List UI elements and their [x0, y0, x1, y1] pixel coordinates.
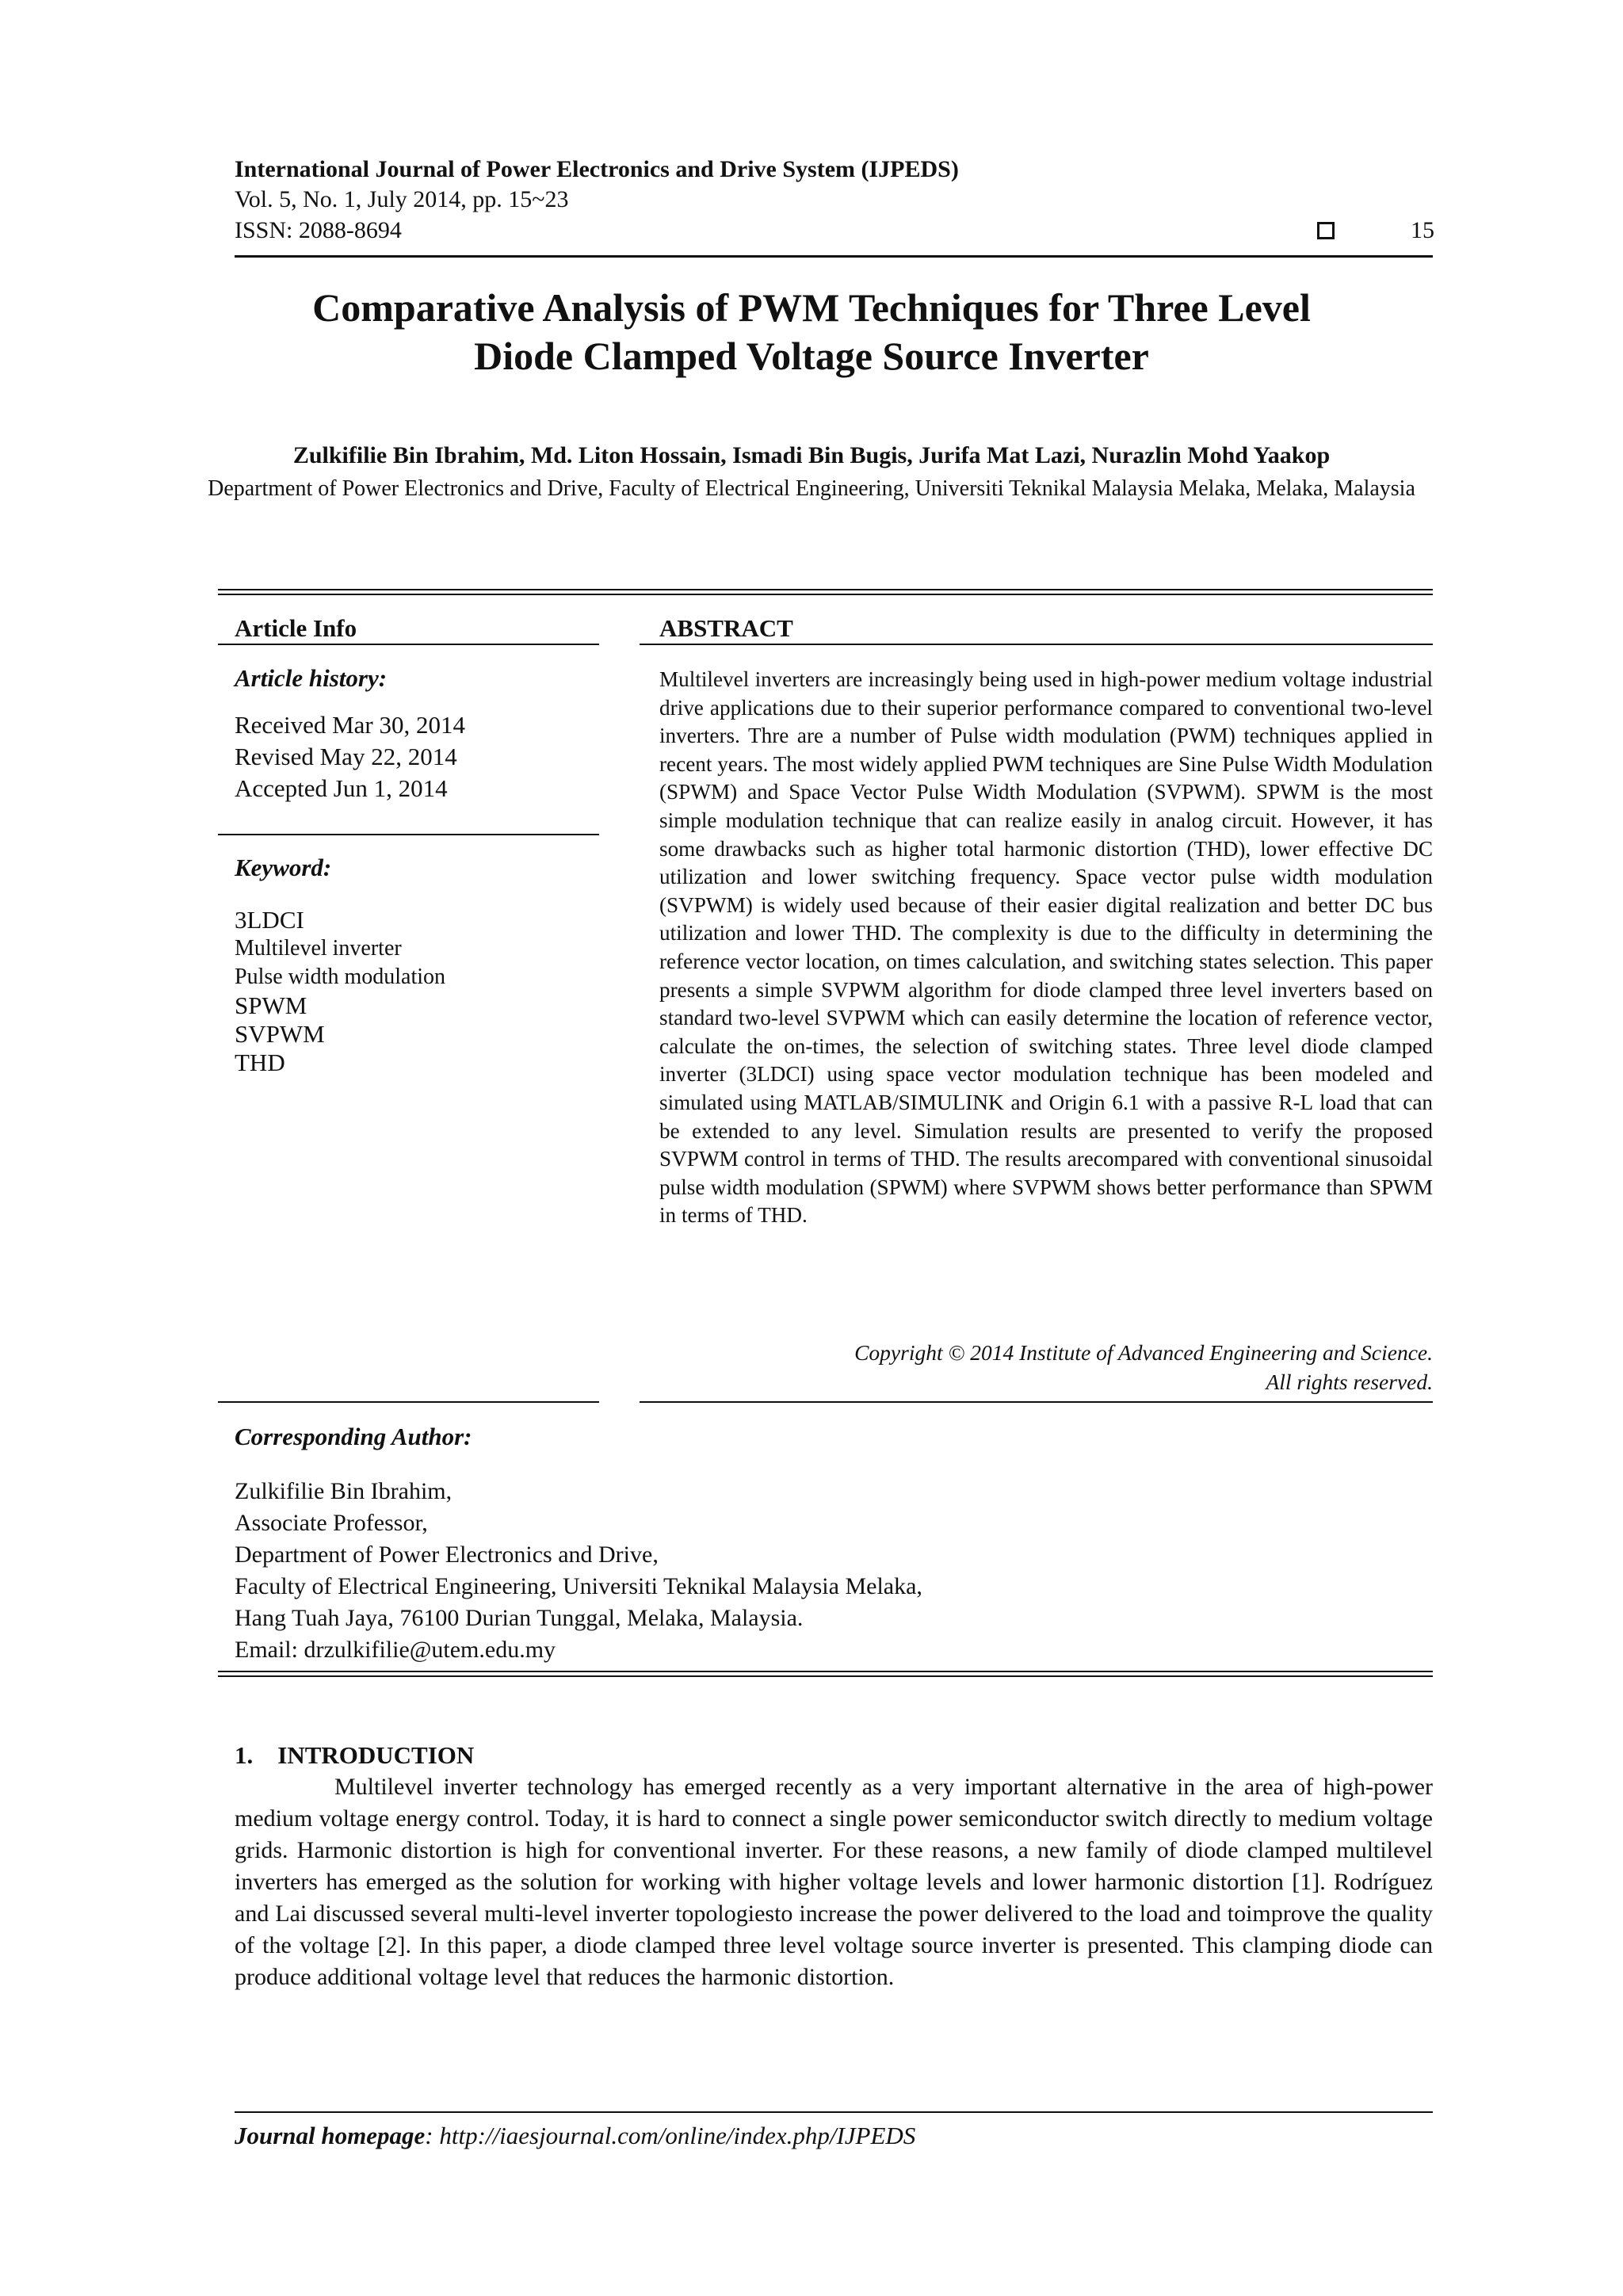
introduction-heading: 1. INTRODUCTION — [235, 1741, 475, 1769]
corresponding-line: Faculty of Electrical Engineering, Universiti Teknikal Malaysia Melaka, — [235, 1573, 922, 1599]
corresponding-email: Email: drzulkifilie@utem.edu.my — [235, 1637, 556, 1663]
corresponding-line: Department of Power Electronics and Drive, — [235, 1541, 659, 1568]
homepage-label: Journal homepage — [235, 2122, 426, 2149]
journal-homepage — [235, 2122, 915, 2150]
article-info-rule — [218, 644, 599, 645]
abstract-text: Multilevel inverters are increasingly being used in high-power medium voltage industrial drive applications due to their superior performance compared to conventional two-level inverters. Thre are a number of Pulse width modulation (PWM) techniques applied in recent years. The most widely applied PWM techniques are Sine Pulse Width Modulation (SPWM) and Space Vector Pulse Width Modulation (SVPWM). SPWM is the most simple modulation technique that can realize easily in analog circuit. However, it has some drawbacks such as higher total harmonic distortion (THD), lower effective DC utilization and lower switching frequency. Space vector pulse width modulation (SVPWM) is widely used because of their easier digital realization and better DC bus utilization and lower THD. The complexity is due to the difficulty in determining the reference vector location, on times calculation, and switching states selection. This paper presents a simple SVPWM algorithm for diode clamped three level inverters based on standard two-level SVPWM which can easily determine the location of reference vector, calculate the on-times, the selection of switching states. Three level diode clamped inverter (3LDCI) using space vector modulation technique has been modeled and simulated using MATLAB/SIMULINK and Origin 6.1 with a passive R-L load that can be extended to any level. Simulation results are presented to verify the proposed SVPWM control in terms of THD. The results arecompared with conventional sinusoidal pulse width modulation (SPWM) where SVPWM shows better performance than SPWM in terms of THD. — [659, 667, 1433, 1228]
corresponding-heading: Corresponding Author: — [235, 1423, 472, 1450]
info-column-bottom-rule — [218, 1401, 599, 1403]
keyword-item: 3LDCI — [235, 906, 304, 934]
copyright-notice — [659, 1338, 1433, 1396]
homepage-link[interactable]: : http://iaesjournal.com/online/index.php/IJPEDS — [425, 2122, 916, 2149]
footer-rule — [235, 2111, 1433, 2113]
accepted-date: Accepted Jun 1, 2014 — [235, 774, 448, 802]
issn: ISSN: 2088-8694 — [235, 217, 402, 243]
revised-date: Revised May 22, 2014 — [235, 743, 457, 770]
checkbox-icon — [1317, 222, 1335, 239]
page-number: 15 — [1411, 217, 1434, 243]
corresponding-line: Hang Tuah Jaya, 76100 Durian Tunggal, Melaka, Malaysia. — [235, 1605, 804, 1631]
keyword-item: THD — [235, 1049, 285, 1076]
keyword-item: Pulse width modulation — [235, 965, 445, 989]
received-date: Received Mar 30, 2014 — [235, 711, 465, 739]
corresponding-line: Zulkifilie Bin Ibrahim, — [235, 1478, 453, 1504]
article-info-heading: Article Info — [235, 614, 357, 642]
keyword-item: Multilevel inverter — [235, 936, 402, 961]
header-rule — [235, 255, 1433, 258]
history-rule — [218, 834, 599, 835]
paper-title — [198, 284, 1425, 380]
volume-info: Vol. 5, No. 1, July 2014, pp. 15~23 — [235, 186, 569, 212]
copyright-line-2: All rights reserved. — [1266, 1370, 1433, 1394]
title-line-2: Diode Clamped Voltage Source Inverter — [474, 334, 1149, 378]
author-list: Zulkifilie Bin Ibrahim, Md. Liton Hossain, Ismadi Bin Bugis, Jurifa Mat Lazi, Nurazlin Mohd Yaakop — [292, 442, 1331, 468]
title-line-1: Comparative Analysis of PWM Techniques for Three Level — [312, 285, 1311, 330]
article-history — [235, 709, 465, 804]
journal-name: International Journal of Power Electronics and Drive System (IJPEDS) — [235, 156, 959, 182]
abstract-rule — [640, 644, 1433, 645]
corresponding-line: Associate Professor, — [235, 1510, 428, 1536]
abstract-heading: ABSTRACT — [659, 614, 793, 642]
keyword-heading: Keyword: — [235, 854, 332, 881]
info-box-top-rule-2 — [218, 594, 1433, 595]
keyword-list — [235, 906, 445, 1077]
info-box-bottom-rule — [218, 1671, 1433, 1672]
keyword-item: SVPWM — [235, 1020, 325, 1048]
affiliation: Department of Power Electronics and Drive, Faculty of Electrical Engineering, Universiti Teknikal Malaysia Melaka, Melaka, Malaysia — [208, 476, 1415, 501]
keyword-item: SPWM — [235, 991, 307, 1019]
corresponding-details — [235, 1476, 922, 1666]
info-box-top-rule — [218, 589, 1433, 590]
introduction-text: Multilevel inverter technology has emerged recently as a very important alternative in the area of high-power medium voltage energy control. Today, it is hard to connect a single power semiconductor switch directly to medium voltage grids. Harmonic distortion is high for conventional inverter. For these reasons, a new family of diode clamped multilevel inverters has emerged as the solution for working with higher voltage levels and lower harmonic distortion [1]. Rodríguez and Lai discussed several multi-level inverter topologiesto increase the power delivered to the load and toimprove the quality of the voltage [2]. In this paper, a diode clamped three level voltage source inverter is presented. This clamping diode can produce additional voltage level that reduces the harmonic distortion. — [235, 1774, 1433, 1990]
info-box-bottom-rule-2 — [218, 1675, 1433, 1677]
copyright-line-1: Copyright © 2014 Institute of Advanced Engineering and Science. — [854, 1340, 1433, 1365]
article-history-heading: Article history: — [235, 664, 388, 692]
abstract-bottom-rule — [640, 1401, 1433, 1403]
